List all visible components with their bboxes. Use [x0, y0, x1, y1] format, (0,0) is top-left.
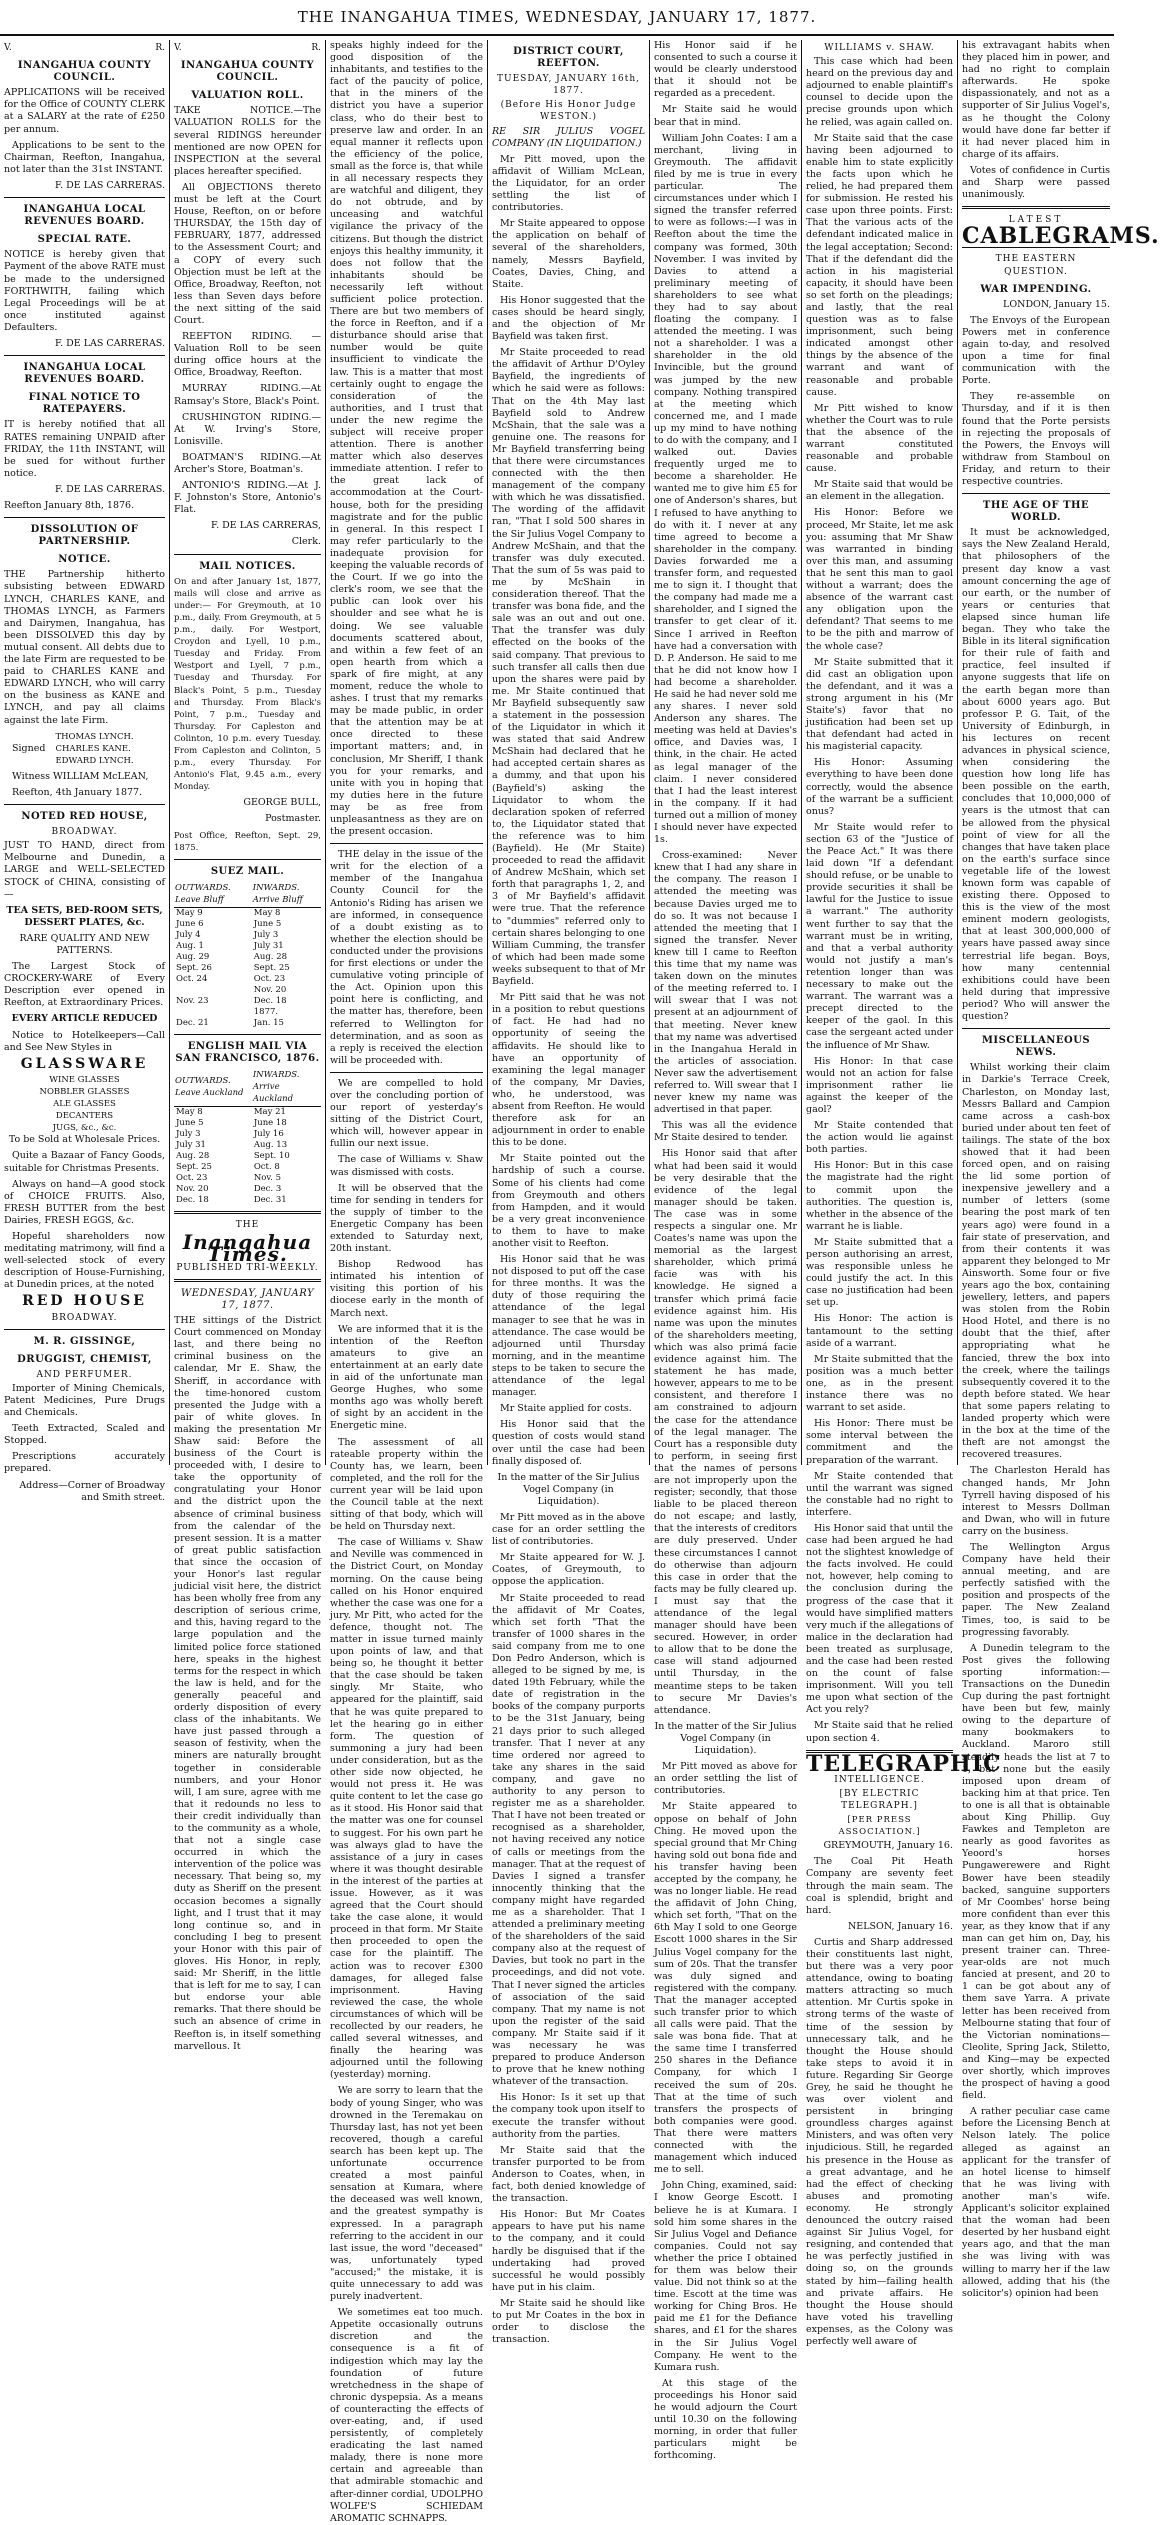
- article-paragraph: The assessment of all rateable property within the County has, we learn, been completed, and the roll for the current year will be laid upon the Council table at the next sitting of that body, which will be held on Thursday next.: [330, 1436, 483, 1533]
- article-paragraph: His Honor said if he consented to such a course it would be clearly understood that it should not be regarded as a precedent.: [654, 40, 797, 100]
- article-paragraph: They re-assemble on Thursday, and if it is then found that the Porte persists in rejecting the proposals of the Powers, the Envoys will withdraw from Stamboul on Friday, and return to their respective countries.: [962, 391, 1110, 487]
- article-paragraph: Mr Staite would refer to section 63 of the "Justice of the Peace Act." It was there laid down "If a defendant should refuse, or be unable to provide securities it shall be lawful for the Justice to issue a warrant." The authority went further to say that the warrant must be in writing, and that a verbal authority would not justify a man's retention longer than was necessary to make out the warrant. The warrant was a precept directed to the keeper of the gaol. In this case the sergeant acted under the influence of Mr Shaw.: [806, 821, 953, 1051]
- eastern-heading: THE EASTERN QUESTION.: [995, 254, 1077, 277]
- table-row: May 8 May 21: [176, 1107, 286, 1118]
- dissolution-text: THE Partnership hitherto subsisting between EDWARD LYNCH, CHARLES KANE, and THOMAS LYNCH, as Farmers and Dairymen, Inangahua, has been DISSOLVED this day by mutual consent. All debts due to the late Firm are requested to be paid to CHARLES KANE and EDWARD LYNCH, who will carry on the business as KANE and LYNCH, and pay all claims against the late Firm.: [4, 569, 165, 726]
- column-5: [650, 40, 802, 2462]
- article-paragraph: The Envoys of the European Powers met in conference again to-day, and resolved upon a time for final communication with the Porte.: [962, 314, 1110, 387]
- council-heading: INANGAHUA COUNTY COUNCIL.: [17, 60, 152, 84]
- court-judge: (Before His Honor Judge WESTON.): [500, 100, 637, 123]
- notice-heading: NOTICE.: [58, 554, 111, 566]
- dateline: Reefton, 4th January 1877.: [12, 786, 143, 798]
- council-heading: INANGAHUA COUNTY COUNCIL.: [180, 60, 315, 84]
- article-paragraph: Mr Staite said he should like to put Mr Coates in the box in order to disclose the transaction.: [492, 2297, 645, 2346]
- published-line: PUBLISHED TRI-WEEKLY.: [176, 1262, 319, 1273]
- article-paragraph: His Honor said that the question of costs would stand over until the case had been finally disposed of.: [492, 1419, 645, 1467]
- telegraphic-press: [PER PRESS ASSOCIATION.]: [838, 1815, 921, 1838]
- article-paragraph: Mr Staite said that the case having been adjourned to enable him to state explicitly the facts upon which he relied, he had prepared them for submission. He rested his case upon three points. First: That the various acts of the defendant indicated malice in the legal acceptation; Second: That if the defendant did the action in his magisterial capacity, it should have been so set forth on the pleadings; and lastly, that the real question was as to false imprisonment, such being indicated amongst other things by the absence of the warrant and want of reasonable and probable cause.: [806, 132, 953, 398]
- column-1: [0, 40, 170, 1503]
- dateline: NELSON, January 16.: [847, 1920, 953, 1932]
- article-paragraph: Cross-examined: Never knew that I had any share in the company. The reason I attended the meeting was because Davies urged me to do so. It was not because I attended the meeting that I signed the transfer. Never knew till I came to Reefton this time that my name was taken down on the minutes of the meeting referred to. I will swear that I was not present at an adjournment of that meeting. Never knew that my name was advertised in the Inangahua Herald in the articles of association. Never saw the advertisement referred to. Will swear that I never knew my name was advertised in that paper.: [654, 850, 797, 1116]
- table-row: July 3 July 16: [176, 1129, 284, 1140]
- article-paragraph: The Charleston Herald has changed hands, Mr John Tyrrell having disposed of his interest to Messrs Dollman and Dwan, who will in future carry on the business.: [962, 1465, 1110, 1537]
- article-paragraph: His Honor: The action is tantamount to the setting aside of a warrant.: [806, 1313, 953, 1349]
- address: Address—Corner of Broadway and Smith street.: [19, 1479, 165, 1503]
- special-rate-heading: SPECIAL RATE.: [37, 234, 132, 246]
- signature: GEORGE BULL,: [243, 797, 321, 809]
- table-row: Oct. 24 Oct. 23: [176, 974, 286, 984]
- article-paragraph: We are compelled to hold over the concluding portion of our report of yesterday's sitting of the District Court, which will, however appear in fullin our next issue.: [330, 1077, 483, 1150]
- glass-list: WINE GLASSES NOBBLER GLASSES ALE GLASSES DECANTERS JUGS, &c., &c.: [39, 1074, 130, 1134]
- telegraphic-by: [BY ELECTRIC TELEGRAPH.]: [839, 1788, 920, 1811]
- table-row: Aug. 1 July 31: [176, 941, 284, 951]
- vr-mark: V. R.: [4, 43, 165, 53]
- wholesale: To be Sold at Wholesale Prices.: [8, 1134, 161, 1146]
- signature: F. DE LAS CARRERAS.: [55, 483, 165, 495]
- case-heading: WILLIAMS v. SHAW.: [824, 43, 935, 53]
- signature-title: Clerk.: [291, 536, 321, 548]
- article-paragraph: Mr Pitt moved as above for an order settling the list of contributories.: [654, 1761, 797, 1797]
- article-paragraph: Mr Staite proceeded to read the affidavit of Arthur D'Oyley Bayfield, the ingredients of which he said were as follows: That on the 4th May last Bayfield sold to Andrew McShain, that the sale was a genuine one. The reasons for Mr Bayfield transferring being that there were circumstances connected with the then management of the company with which he was dissatisfied. The wording of the affidavit ran, "That I sold 500 shares in the Sir Julius Vogel Company to Andrew McShain, and that the transfer was duly executed. That the sum of 5s was paid to me by McShain in consideration thereof. That the transfer was bona fide, and the sale was an out and out one. That the transfer was duly effected on the books of the said company. That previous to such transfer all calls then due upon the shares were paid by me. Mr Staite continued that Mr Bayfield subsequently saw a statement in the possession of the Liquidator in which it was stated that said Andrew McShain had declared that he had accepted certain shares as a dummy, and that upon his (Bayfield's) asking the Liquidator to whom the declaration spoken of referred to, the Liquidator stated that the reference was to him (Bayfield). He (Mr Staite) proceeded to read the affidavit of Andrew McShain, which set forth that paragraphs 1, 2, and 3 of Mr Bayfield's affidavit were true. That the reference to "dummies" referred only to certain shares belonging to one William Cumming, the transfer of which had been made some weeks subsequent to that of Mr Bayfield.: [492, 347, 645, 988]
- table-row: July 31 Aug. 13: [176, 1140, 288, 1151]
- riding: ANTONIO'S RIDING.—At J. F. Johnston's Store, Antonio's Flat.: [174, 480, 321, 516]
- article-paragraph: Curtis and Sharp addressed their constituents last night, but there was a very poor attendance, owing to boating matters attracting so much attention. Mr Curtis spoke in strong terms of the waste of time of the session by unnecessary talk, and he thought the House should take steps to avoid it in future. Regarding Sir George Grey, he said he thought he was over violent and persistent in bringing groundless charges against Ministers, and was often very injudicious. Still, he regarded his presence in the House as a great advantage, and he had the effect of checking abuses and promoting economy. He strongly denounced the outcry raised against Sir Julius Vogel, for resigning, and contended that he was perfectly justified in doing so, on the grounds stated by him—failing health and private affairs. He thought the House should have voted his travelling expenses, as the Colony was perfectly well aware of: [806, 1936, 953, 2347]
- article-paragraph: Mr Staite contended that until the warrant was signed the constable had no right to interfere.: [806, 1470, 953, 1518]
- article-paragraph: Mr Staite submitted that it did cast an obligation upon the defendant, and it was a strong argument in his (Mr Staite's) favor that no justification had been set up that defendant had acted in his magisterial capacity.: [806, 656, 953, 753]
- column-6: [802, 40, 1002, 2347]
- tea-sets: TEA SETS, BED-ROOM SETS, DESSERT PLATES, &c.: [6, 904, 163, 928]
- prescriptions: Prescriptions accurately prepared.: [4, 1451, 165, 1475]
- article-paragraph: His Honor: There must be some interval between the commitment and the preparation of the warrant.: [806, 1418, 953, 1466]
- riding: MURRAY RIDING.—At Ramsay's Store, Black's Point.: [174, 383, 321, 407]
- article-paragraph: The case of Williams v. Shaw and Neville was commenced in the District Court, on Monday morning. On the cause being called on his Honor enquired whether the case was one for a jury. Mr Pitt, who acted for the defence, thought not. The matter in issue turned mainly upon points of law, and that being so, he thought it better that the case should be taken singly. Mr Staite, who appeared for the plaintiff, said that he was quite prepared to let the hearing go in either form. The question of summoning a jury had been under consideration, but as the other side now objected, he would not press it. He was quite content to let the case go as it stood. His Honor said that the matter was one for counsel to suggest. For his own part he was always glad to have the assistance of a jury in cases where it was thought desirable in the interest of the parties at issue. However, as it was agreed that the Court should take the case alone, it would proceed in that form. Mr Staite then proceeded to open the case for the plaintiff. The action was to recover £300 damages, for alleged false imprisonment. Having reviewed the case, the whole circumstances of which will be recollected by our readers, he called several witnesses, and finally the hearing was adjourned until the following (yesterday) morning.: [330, 1537, 483, 2081]
- applications-ad-2: Applications to be sent to the Chairman, Reefton, Inangahua, not later than the 31st INSTANT.: [4, 139, 165, 175]
- article-paragraph: His Honor: But Mr Coates appears to have put his name to the company, and it could hardly be disguised that if the undertaking had proved successful he would possibly have put in his claim.: [492, 2209, 645, 2293]
- article-paragraph: Mr Staite appeared to oppose the application on behalf of several of the shareholders, namely, Messrs Bayfield, Coates, Davies, Ching, and Staite.: [492, 218, 645, 290]
- table-row: Oct. 23 Nov. 5: [176, 1173, 281, 1184]
- special-rate-notice: NOTICE is hereby given that Payment of the above RATE must be made to the undersigned FORTHWITH, failing which Legal Proceedings will be at once instituted against Defaulters.: [4, 249, 165, 333]
- table-row: Sept. 26 Sept. 25: [176, 963, 290, 973]
- case-title: In the matter of the Sir Julius Vogel Company (in Liquidation).: [497, 1471, 640, 1507]
- mail-date: Post Office, Reefton, Sept. 29, 1875.: [174, 830, 321, 853]
- hotelkeepers: Notice to Hotelkeepers—Call and See New Styles in: [4, 1029, 165, 1053]
- article-paragraph: Mr Staite appeared for W. J. Coates, of Greymouth, to oppose the application.: [492, 1552, 645, 1588]
- largest-stock: The Largest Stock of CROCKERY-WARE of Every Description ever opened in Reefton, at Extraordinary Prices.: [4, 961, 165, 1009]
- article-paragraph: Mr Staite contended that the action would lie against both parties.: [806, 1120, 953, 1156]
- take-notice: TAKE NOTICE.—The VALUATION ROLLS for the several RIDINGS hereunder mentioned are now OPEN for INSPECTION at the several places hereafter specified.: [174, 105, 321, 177]
- importer: Importer of Mining Chemicals, Patent Medicines, Pure Drugs and Chemicals.: [4, 1382, 165, 1419]
- article-paragraph: THE delay in the issue of the writ for the election of a member of the Inangahua County Council for the Antonio's Riding has arisen we are informed, in consequence of a doubt existing as to whether the election should be conducted under the provisions for first elections or under the cumulative voting principle of the Act. Opinion upon this point here is conflicting, and the matter has, therefore, been referred to Wellington for determination, and as soon as a reply is received the election will be proceeded with.: [330, 849, 483, 1066]
- teeth: Teeth Extracted, Scaled and Stopped.: [4, 1423, 165, 1447]
- article-paragraph: Mr Staite submitted that a person authorising an arrest, was responsible unless he could justify the act. In this case no justification had been set up.: [806, 1236, 953, 1309]
- court-date: TUESDAY, JANUARY 16th, 1877.: [497, 74, 640, 97]
- signature: F. DE LAS CARRERAS.: [55, 337, 165, 349]
- signature: F. DE LAS CARRERAS,: [211, 520, 321, 532]
- table-row: July 4 July 3: [176, 930, 279, 940]
- article-paragraph: We are sorry to learn that the body of young Singer, who was drowned in the Teremakau on Thursday last, has not yet been recovered, though a careful search has been kept up. The unfortunate occurrence created a most painful sensation at Kumara, where the deceased was well known, and the greatest sympathy is expressed. In a paragraph referring to the accident in our last issue, the word "deceased" was, unfortunately typed "accused;" the mistake, it is quite unnecessary to add was purely inadvertent.: [330, 2085, 483, 2303]
- article-paragraph: It will be observed that the time for sending in tenders for the supply of timber to the Energetic Company has been extended to Saturday next, 20th instant.: [330, 1182, 483, 1255]
- article-paragraph: This was all the evidence Mr Staite desired to tender.: [654, 1120, 797, 1144]
- revenues-heading-2: INANGAHUA LOCAL REVENUES BOARD.: [23, 362, 146, 386]
- masthead-title: THE INANGAHUA TIMES, WEDNESDAY, JANUARY 17, 1877.: [297, 8, 817, 26]
- article-paragraph: The Wellington Argus Company have held their annual meeting, and are perfectly satisfied with the position and prospects of the paper. The New Zealand Times, too, is said to be progressing favorably.: [962, 1541, 1110, 1638]
- always: Always on hand—A good stock of CHOICE FRUITS. Also, FRESH BUTTER from the best Dairies, FRESH EGGS, &c.: [4, 1178, 165, 1226]
- article-paragraph: Bishop Redwood has intimated his intention of visiting this portion of his diocese early in the month of March next.: [330, 1259, 483, 1319]
- perfumer: AND PERFUMER.: [36, 1369, 133, 1380]
- druggist: DRUGGIST, CHEMIST,: [17, 1353, 152, 1365]
- glassware-heading: GLASSWARE: [20, 1055, 149, 1072]
- rare-quality: RARE QUALITY AND NEW PATTERNS.: [19, 932, 150, 956]
- revenues-heading: INANGAHUA LOCAL REVENUES BOARD.: [23, 204, 146, 228]
- applications-ad: APPLICATIONS will be received for the Office of COUNTY CLERK at a SALARY at the rate of £250 per annum.: [4, 87, 165, 135]
- hopeful: Hopeful shareholders now meditating matrimony, will find a well-selected stock of every description of House-Furnishing, at Dunedin prices, at the noted: [4, 1230, 165, 1291]
- article-paragraph: Votes of confidence in Curtis and Sharp were passed unanimously.: [962, 164, 1110, 201]
- latest-label: LATEST: [1008, 215, 1064, 226]
- column-3: [326, 40, 488, 2524]
- dateline: GREYMOUTH, January 16.: [823, 1840, 953, 1852]
- article-paragraph: A Dunedin telegram to the Post gives the following sporting information:—Transactions on the Dunedin Cup during the past fortnight have been but few, mainly owing to the departure of many bookmakers to Auckland. Maroro still steadily heads the list at 7 to 1, but none but the easily imposed upon dream of backing him at that price. Ten to one is all that is obtainable about King Phillip. Guy Fawkes and Templeton are nearly as good favorites as Yeoord's horses Pungawerewere and Right Bower have been steadily backed, sanguine supporters of Mr Coombes' horse being more confident than ever this year, as they know that if any man can get him on, Day, his present trainer can. Three-year-olds are not much fancied at present, and 20 to 1 can be got about any of them save Yarra. A private letter has been received from Melbourne stating that four of the Victorian nominations—Cleolite, Spring Jack, Stiletto, and King—may be expected over shortly, which improves the prospect of having a good field.: [962, 1642, 1110, 2102]
- mail-text: On and after January 1st, 1877, mails will close and arrive as under:— For Greymouth, at 10 p.m., daily. From Greymouth, at 5 p.m., daily. For Westport, Croydon and Lyell, 10 p.m., Tuesday and Friday. From Westport and Lyell, 7 p.m., Tuesday and Thursday. For Black's Point, 5 p.m., Tuesday and Thursday. From Black's Point, 7 p.m., Tuesday and Thursday. For Capleston and Colinton, 10 p.m. every Tuesday. From Capleston and Colinton, 5 p.m., every Thursday. For Antonio's Flat, 9.45 a.m., every Monday.: [174, 576, 321, 793]
- table-row: Nov. 23 Dec. 18: [176, 996, 287, 1006]
- broadway: BROADWAY.: [51, 827, 118, 838]
- article-paragraph: Mr Staite said that he relied upon section 4.: [806, 1720, 953, 1744]
- signature: F. DE LAS CARRERAS.: [55, 179, 165, 191]
- table-row: Nov. 20 Dec. 3: [176, 1184, 282, 1195]
- red-house-heading: NOTED RED HOUSE,: [21, 811, 148, 823]
- article-paragraph: Mr Staite submitted that the position was a much better one, as in the present instance there was no warrant to set aside.: [806, 1353, 953, 1414]
- final-notice-heading: FINAL NOTICE TO RATEPAYERS.: [28, 392, 141, 416]
- bazaar: Quite a Bazaar of Fancy Goods, suitable for Christmas Presents.: [4, 1150, 165, 1174]
- table-row: Dec. 21 Jan. 15: [176, 1018, 284, 1028]
- article-paragraph: Mr Pitt said that he was not in a position to rebut questions of fact. He had had no opportunity of seeing the affidavits. He should like to have an opportunity of examining the legal manager of the company, Mr Davies, who, he understood, was absent from Reefton. He would therefore ask for an adjournment in order to enable this to be done.: [492, 992, 645, 1149]
- telegraphic-heading: TELEGRAPHIC: [806, 1750, 1002, 1777]
- signature-title: Postmaster.: [265, 813, 321, 825]
- just-to-hand: JUST TO HAND, direct from Melbourne and Dunedin, a LARGE and WELL-SELECTED STOCK of CHINA, consisting of—: [4, 840, 165, 900]
- article-paragraph: His Honor: But in this case the magistrate had the right to commit upon the authorities. The question is, whether in the absence of the warrant he is liable.: [806, 1160, 953, 1232]
- article-paragraph: His Honor said that he was not disposed to put off the case for three months. It was the duty of those requiring the attendance of the legal manager to see that he was in attendance. The case would be adjourned until Thursday morning, and in the meantime steps to be taken to secure the attendance of the legal manager.: [492, 1254, 645, 1399]
- column-2: [170, 40, 326, 2052]
- article-paragraph: His Honor: Is it set up that the company took upon itself to execute the transfer without authority from the parties.: [492, 2092, 645, 2140]
- article-paragraph: His Honor: Before we proceed, Mr Staite, let me ask you: assuming that Mr Shaw was warranted in binding over this man, and assuming that he sent this man to gaol without a warrant; does the absence of the warrant cast any obligation upon the defendant? That seems to me to be the pith and marrow of the whole case?: [806, 507, 953, 652]
- table-row: 1877.: [253, 1007, 279, 1017]
- mail-heading: MAIL NOTICES.: [199, 560, 296, 572]
- article-paragraph: His Honor said that after what had been said it would be very desirable that the evidence of the legal manager should be taken. The case was in some respects a singular one. Mr Coates's name was upon the memorial as the largest shareholder, which primá facie was with his knowledge. He signed a transfer which primá facie evidence against him. His name was upon the minutes of the shareholders meeting, which was also primá facie evidence against him. The statement he has made, however, appears to me to be consistent, and therefore I am constrained to adjourn the case for the attendance of the legal manager. The Court has a responsible duty to perform, in seeing first that the names of persons are not improperly upon the register; secondly, that those liable to be placed thereon do not escape; and lastly, that the interests of creditors are duly preserved. Under these circumstances I cannot do otherwise than adjourn this case in order that the facts may be fully cleared up. I must say that the attendance of the legal manager should have been secured. However, in order to allow that to be done the case will stand adjourned until Thursday, in the meantime steps to be taken to secure Mr Davies's attendance.: [654, 1148, 797, 1716]
- table-row: May 9 May 8: [176, 908, 281, 918]
- table-row: Dec. 18 Dec. 31: [176, 1195, 287, 1206]
- article-paragraph: This case which had been heard on the previous day and adjourned to enable plaintiff's counsel to decide upon the precise grounds upon which he relied, was again called on.: [806, 56, 953, 128]
- every-article: EVERY ARTICLE REDUCED: [11, 1013, 158, 1025]
- signers-block: Signed THOMAS LYNCH. CHARLES KANE. EDWARD LYNCH.: [12, 731, 134, 766]
- article-paragraph: His Honor: In that case would not an action for false imprisonment rather lie against the keeper of the gaol?: [806, 1055, 953, 1115]
- age-heading: THE AGE OF THE WORLD.: [982, 500, 1090, 524]
- red-house-heading-2: RED HOUSE: [22, 1293, 147, 1310]
- article-paragraph: His Honor: Assuming everything to have been done correctly, would the absence of the warrant be a sufficient onus?: [806, 757, 953, 817]
- article-paragraph: Mr Pitt wished to know whether the Court was to rule that the absence of the warrant constituted reasonable and probable cause.: [806, 402, 953, 475]
- article-paragraph: Mr Staite proceeded to read the affidavit of Mr Coates, which set forth "That the transfer of 1000 shares in the said company from me to one Don Pedro Anderson, which is alleged to be signed by me, is dated 19th February, while the date of registration in the books of the company purports to be the 31st January, being 21 days prior to such alleged transfer. That I never at any time ordered nor agreed to take any shares in the said company, and gave no authority to any person to register me as a shareholder. That I have not been treated or recognised as a shareholder, not having received any notice of calls or meetings from the manager. That at the request of Davies I signed a transfer innocently thinking that the company might have regarded me as a shareholder. That I attended a preliminary meeting of the shareholders of the said company also at the request of Davies, but took no part in the proceedings, and did not vote. That I never signed the articles of association of the said company. That my name is not upon the register of the said company. Mr Staite said if it was necessary he was prepared to produce Anderson to prove that he knew nothing whatever of the transaction.: [492, 1592, 645, 2088]
- article-paragraph: His Honor suggested that the cases should be heard singly, and the objection of Mr Bayfield was taken first.: [492, 294, 645, 343]
- objections: All OBJECTIONS thereto must be left at the Court House, Reefton, on or before THURSDAY, the 15th day of FEBRUARY, 1877, addressed to the Assessment Court; and a COPY of every such Objection must be left at the Office, Broadway, Reefton, not less than Seven days before the next sitting of the said Court.: [174, 181, 321, 326]
- article-paragraph: Mr Staite applied for costs.: [500, 1403, 632, 1415]
- broadway-2: BROADWAY.: [51, 1312, 118, 1323]
- article-paragraph: Mr Pitt moved as in the above case for an order settling the list of contributories.: [492, 1511, 645, 1548]
- article-paragraph: John Ching, examined, said: I know George Escott. I believe he is at Kumara. I sold him some shares in the Sir Julius Vogel and Defiance companies. Could not say whether the price I obtained for them was below their value. Did not think so at the time. Escott at the time was working for Ching Bros. He paid me £1 for the Defiance shares, and £1 for the shares in the Sir Julius Vogel Company. He went to the Kumara rush.: [654, 2180, 797, 2373]
- article-paragraph: his extravagant habits when they placed him in power, and had no right to complain afterwards. He spoke dispassionately, and not as a supporter of Sir Julius Vogel's, as he thought the Colony would have done far better if it had never placed him in charge of its affairs.: [962, 40, 1110, 160]
- dateline: LONDON, January 15.: [1003, 298, 1110, 310]
- article-paragraph: The case of Williams v. Shaw was dismissed with costs.: [330, 1154, 483, 1178]
- riding: CRUSHINGTON RIDING.—At W. Irving's Store, Lonisville.: [174, 411, 321, 447]
- article-paragraph: Mr Staite said that the transfer purported to be from Anderson to Coates, when, in fact, both denied knowledge of the transaction.: [492, 2144, 645, 2205]
- article-paragraph: William John Coates: I am a merchant, living in Greymouth. The affidavit filed by me is true in every particular. The circumstances under which I signed the transfer referred to were as follows:—I was in Reefton about the time the company was formed, 30th November. I was invited by Davies to attend a preliminary meeting of shareholders to see what they had to say about floating the company. I attended the meeting. I was not a shareholder. I was a shareholder in the old Invincible, but the ground was jumped by the new company. Nothing transpired at the meeting which concerned me, and I made up my mind to have nothing to do with the company, and I walked out. Davies frequently urged me to become a shareholder. He wanted me to give him £5 for one of Anderson's shares, but I refused to have anything to do with it. I never at any time agreed to become a shareholder in the company. Davies forwarded me a transfer form, and requested me to sign it. I thought that the company had made me a shareholder, and I signed the transfer to get clear of it. Since I arrived in Reefton have had a conversation with D. P. Anderson. He said to me that he did not know how I had become a shareholder. He said he had never sold me any shares. I never sold Anderson any shares. The meeting was held at Davies's office, and Davies was, I think, in the chair. He acted as legal manager of the claim. I never considered that I had the least interest in the company. If it had turned out a million of money I should never have expected 1s.: [654, 132, 797, 846]
- table-row: Aug. 29 Aug. 28: [176, 952, 288, 962]
- valuation-heading: VALUATION ROLL.: [191, 90, 304, 102]
- war-heading: WAR IMPENDING.: [980, 283, 1092, 295]
- article-paragraph: It must be acknowledged, says the New Zealand Herald, that philosophers of the present day know a vast amount concerning the age of our earth, or the number of years or centuries that elapsed since human life began. They who take the Bible in its literal signification for their rule of faith and practice, feel insulted if anyone suggests that life on the earth began more than about 6000 years ago. But professor P. G. Tait, of the University of Edinburgh, in his lectures on recent advances in physical science, when considering the question how long life has been possible on the earth, concludes that 10,000,000 of years is the utmost that can be allowed from the physical point of view for all the changes that have taken place on the earth's surface since vegetable life of the lowest known form was capable of existing there. Opposed to this is the view of the most eminent modern geologists, that at least 300,000,000 of years have passed away since terrestrial life began. Boys, how many centennial exhibitions could have been held during that impressive period? Who will answer the question?: [962, 527, 1110, 1023]
- suez-heading: SUEZ MAIL.: [210, 865, 285, 877]
- table-row: June 6 June 5: [176, 919, 282, 929]
- table-row: Aug. 28 Sept. 10: [176, 1151, 290, 1162]
- suez-table: OUTWARDS. Leave Bluff INWARDS. Arrive Bluff May 9 May 8 June 6 June 5 July 4 July 3 Aug. 1 July 31 Aug. 29 Aug. 28 Sept. 26 Sept. 25 Oct. 24 Oct. 23 Nov. 20 Nov. 23 Dec. 18 1877. Dec. 21 Jan. 15: [174, 881, 321, 1029]
- table-row: Sept. 25 Oct. 8: [176, 1162, 280, 1173]
- court-heading: DISTRICT COURT, REEFTON.: [513, 46, 624, 70]
- article-paragraph: Mr Staite pointed out the hardship of such a course. Some of his clients had come from Greymouth and others from Hampden, and it would be a very great inconvenience to them to have to make another visit to Reefton.: [492, 1153, 645, 1249]
- leader-text: THE sittings of the District Court commenced on Monday last, and there being no criminal business on the calendar, Mr E. Shaw, the Sheriff, in accordance with the time-honored custom presented the Judge with a pair of white gloves. In making the presentation Mr Shaw said: Before the business of the Court is proceeded with, I desire to take the opportunity of congratulating your Honor and the district upon the absence of criminal business from the calendar of the present session. It is a matter of great public satisfaction that since the occasion of your Honor's last regular judicial visit here, the district has been wholly free from any description of serious crime, and this, having regard to the large population and the limited police force stationed here, speaks in the highest terms for the respect in which the law is held, and for the generally peaceful and orderly disposition of every class of the inhabitants. We have just passed through a season of festivity, when the miners are naturally brought together in considerable numbers, and your Honor will, I am sure, agree with me that it redounds no less to their credit individually than to the community as a whole, that not a single case occurred in which the intervention of the police was necessary. That being so, my duty as Sheriff on the present occasion becomes a signally light, and I trust that it may long continue so, and in concluding I beg to present your Honor with this pair of gloves. His Honor, in reply, said: Mr Sheriff, in the little that is left for me to say, I can but endorse your able remarks. That there should be such an absence of crime in Reefton is, in itself something marvellous. It: [174, 1315, 321, 2052]
- cablegrams-heading: CABLEGRAMS.: [962, 223, 1160, 250]
- vr-mark: V. R.: [174, 43, 321, 53]
- article-paragraph: Mr Staite said he would bear that in mind.: [654, 104, 797, 128]
- dissolution-heading: DISSOLUTION OF PARTNERSHIP.: [30, 524, 139, 548]
- sf-heading: ENGLISH MAIL VIA SAN FRANCISCO, 1876.: [175, 1041, 320, 1065]
- case-title: RE SIR JULIUS VOGEL COMPANY (IN LIQUIDATION.): [492, 125, 645, 149]
- gissing-heading: M. R. GISSINGE,: [33, 1335, 136, 1347]
- article-paragraph: Mr Staite appeared to oppose on behalf of John Ching. He moved upon the special ground that Mr Ching having sold out bona fide and his transfer having been accepted by the company, he was no longer liable. He read the affidavit of John Ching, which set forth, "That on the 6th May I sold to one George Escott 1000 shares in the Sir Julius Vogel company for the sum of 20s. That the transfer was duly signed and registered with the company. That the manager accepted such transfer prior to which all calls were paid. That the sale was bona fide. That at the same time I transferred 250 shares in the Defiance Company, for which I received the sum of 20s. That at the time of such transfers the prospects of both companies were good. That there were matters connected with the management which induced me to sell.: [654, 1801, 797, 2176]
- final-notice-text: IT is hereby notified that all RATES remaining UNPAID after FRIDAY, the 11th INSTANT, will be sued for without further notice.: [4, 419, 165, 479]
- riding: REEFTON RIDING. — Valuation Roll to be seen during office hours at the Office, Broadway, Reefton.: [174, 331, 321, 379]
- article-paragraph: Whilst working their claim in Darkie's Terrace Creek, Charleston, on Monday last, Messrs Ballard and Campion came across a cash-box buried under about ten feet of tailings. The state of the box showed that it had been forced open, and on raising the lid some portion of inexpensive jewellery and a number of letters (some bearing the post mark of ten years ago) were found in a fair state of preservation, and from their contents it was apparent they belonged to Mr Ainsworth. Some four or five years ago the box, containing jewellery, letters, and papers was stolen from the Robin Hood Hotel, and there is no doubt that the thief, after appropriating what he fancied, threw the box into the creek, where the tailings subsequently covered it to the depth before stated. We hear that some papers relating to landed property which were in the box at the time of the theft are not amongst the recovered treasures.: [962, 1062, 1110, 1461]
- table-row: Nov. 20: [253, 985, 287, 995]
- dateline: Reefton January 8th, 1876.: [4, 500, 135, 511]
- column-4: [488, 40, 650, 2346]
- case-title: In the matter of the Sir Julius Vogel Company (in Liquidation).: [654, 1720, 797, 1757]
- leader-dateline: WEDNESDAY, JANUARY 17, 1877.: [180, 1287, 315, 1311]
- riding: BOATMAN'S RIDING.—At Archer's Store, Boatman's.: [174, 451, 321, 475]
- telegraphic-sub: INTELLIGENCE.: [834, 1774, 925, 1785]
- table-row: June 5 June 18: [176, 1118, 287, 1129]
- witness: Witness WILLIAM McLEAN,: [12, 770, 149, 782]
- article-paragraph: We are informed that it is the intention of the Reefton amateurs to give an entertainment at an early date in aid of the unfortunate man George Hughes, who some months ago was wholly bereft of sight by an accident in the Energetic mine.: [330, 1323, 483, 1432]
- article-paragraph: Mr Staite said that would be an element in the allegation.: [806, 479, 953, 503]
- sf-table: OUTWARDS. Leave Auckland INWARDS. Arrive Auckland May 8 May 21 June 5 June 18 July 3 July 16 July 31 Aug. 13 Aug. 28 Sept. 10 Sept. 25 Oct. 8 Oct. 23 Nov. 5 Nov. 20 Dec. 3 Dec. 18 Dec. 31: [174, 1068, 321, 1206]
- article-paragraph: At this stage of the proceedings his Honor said he would adjourn the Court until 10.30 on the following morning, in order that fuller particulars might be forthcoming.: [654, 2377, 797, 2462]
- article-paragraph: Mr Pitt moved, upon the affidavit of William McLean, the Liquidator, for an order settling the list of contributories.: [492, 153, 645, 214]
- flag-the: THE: [235, 1220, 260, 1231]
- misc-heading: MISCELLANEOUS NEWS.: [981, 1035, 1091, 1059]
- article-paragraph: His Honor said that until the case had been argued he had not the slightest knowledge of the facts involved. He could not, however, help coming to the conclusion during the progress of the case that it would have simplified matters very much if the allegations of malice in the declaration had been treated as surplusage, and the case had been rested on the count of false imprisonment. Will you tell me upon what section of the Act you rely?: [806, 1522, 953, 1716]
- article-paragraph: speaks highly indeed for the good disposition of the inhabitants, and testifies to the fact of the paucity of police, that in the miners of the district you have a superior class, who do their best to preserve law and order. In an equal manner it reflects upon the efficiency of the police, small as the force is, that while in all necessary respects they are watchful and diligent, they do not obtrude, and by unceasing and watchful vigilance the privacy of the citizens. But though the district enjoys this healthy immunity, it does not follow that the inhabitants should be necessarily left without sufficient police protection. There are but two members of the force in Reefton, and if a disturbance should arise that number would be quite insufficient to vindicate the law. This is a matter that most certainly ought to engage the consideration of the authorities, and I trust that under the new regime the subject will receive proper attention. There is another matter which also deserves immediate attention. I refer to the great lack of accommodation at the Court-house, both for the presiding magistrate and for the public in general. In this respect I may refer particularly to the inadequate provision for keeping the valuable records of the Court. If we go into the clerk's room, we see that the public can look over his shoulder and see what he is doing. We see valuable documents scattered about, and within a few feet of an open hearth from which a spark of fire might, at any moment, reduce the whole to ashes. I trust that my remarks may be made public, in order that the attention may be at once directed to these important matters; and, in conclusion, Mr Sheriff, I thank you for your remarks, and unite with you in hoping that my duties here in the future may be as free from unpleasantness as they are on the present occasion.: [330, 40, 483, 838]
- article-paragraph: We sometimes eat too much. Appetite occasionally outruns discretion and the consequence is a fit of indigestion which may lay the foundation of future wretchedness in the shape of chronic dyspepsia. As a means of counteracting the effects of over-eating, and, if used persistently, of completely eradicating the last named malady, there is none more certain and agreeable than that admirable stomachic and after-dinner cordial, UDOLPHO WOLFE'S SCHIEDAM AROMATIC SCHNAPPS.: [330, 2307, 483, 2524]
- column-7: [958, 40, 1160, 2299]
- masthead: [0, 0, 1114, 36]
- article-paragraph: A rather peculiar case came before the Licensing Bench at Nelson lately. The police alleged as against an applicant for the transfer of an hotel license to himself that he was living with another man's wife. Applicant's solicitor explained that the woman had been deserted by her husband eight years ago, and that the man she was living with was willing to marry her if the law allowed, adding that his (the solicitor's) opinion had been: [962, 2106, 1110, 2299]
- article-paragraph: The Coal Pit Heath Company are seventy feet through the main seam. The coal is splendid, bright and hard.: [806, 1856, 953, 1916]
- newspaper-flag: Inangahua Times.: [182, 1229, 313, 1266]
